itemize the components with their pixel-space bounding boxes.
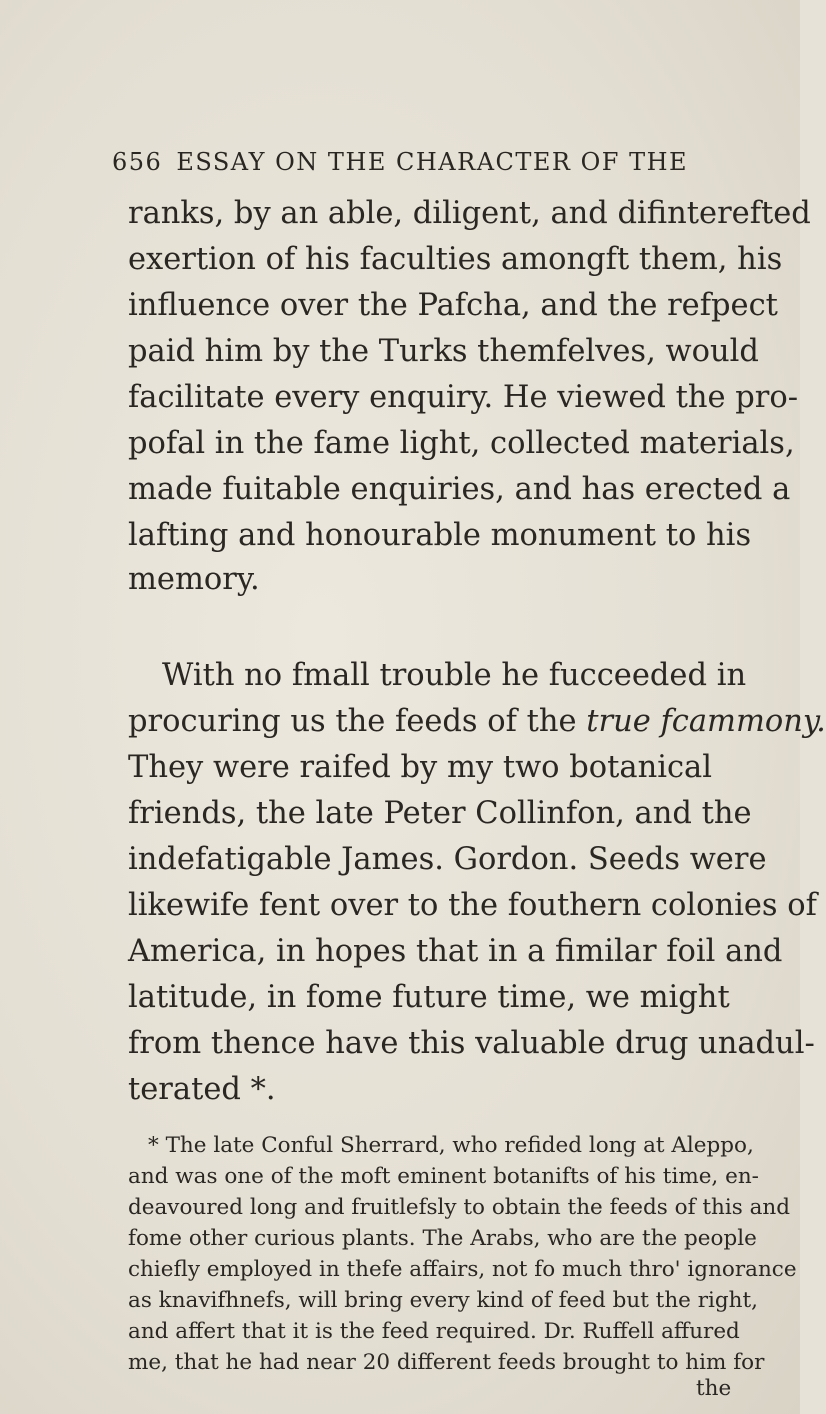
text-line: ranks, by an able, diligent, and difinterefted bbox=[128, 196, 811, 231]
running-head bbox=[112, 148, 712, 176]
text-line: latitude, in fome future time, we might bbox=[128, 980, 730, 1015]
text-line bbox=[128, 701, 826, 743]
running-title: ESSAY ON THE CHARACTER OF THE bbox=[176, 148, 689, 176]
text-line: With no fmall trouble he fucceeded in bbox=[162, 658, 747, 693]
text-line: America, in hopes that in a fimilar foil and bbox=[128, 934, 783, 969]
italic-span: true fcammony. bbox=[586, 704, 826, 739]
text-line: indefatigable James. Gordon. Seeds were bbox=[128, 842, 767, 877]
text-line: exertion of his faculties amongft them, his bbox=[128, 242, 783, 277]
footnote-line: * The late Conful Sherrard, who refided long at Aleppo, bbox=[148, 1133, 754, 1158]
text-line: lafting and honourable monument to his bbox=[128, 518, 752, 553]
text-line: influence over the Pafcha, and the refpect bbox=[128, 288, 778, 323]
catchword: the bbox=[696, 1376, 732, 1401]
text-line: friends, the late Peter Collinfon, and the bbox=[128, 796, 752, 831]
text-line: made fuitable enquiries, and has erected a bbox=[128, 472, 791, 507]
text-line: They were raifed by my two botanical bbox=[128, 750, 712, 785]
footnote-line: me, that he had near 20 different feeds brought to him for bbox=[128, 1350, 765, 1375]
footnote-line: and affert that it is the feed required. Dr. Ruffell affured bbox=[128, 1319, 740, 1344]
page-number: 656 bbox=[112, 148, 163, 176]
text-line: pofal in the fame light, collected materials, bbox=[128, 426, 795, 461]
text-line: paid him by the Turks themfelves, would bbox=[128, 334, 759, 369]
footnote-line: and was one of the moft eminent botanifts of his time, en- bbox=[128, 1164, 759, 1189]
footnote-line: chiefly employed in thefe affairs, not fo much thro' ignorance bbox=[128, 1257, 797, 1282]
footnote-line: as knavifhnefs, will bring every kind of feed but the right, bbox=[128, 1288, 758, 1313]
text-line: terated *. bbox=[128, 1072, 276, 1107]
text-line: from thence have this valuable drug unadul- bbox=[128, 1026, 815, 1061]
text-line: likewife fent over to the fouthern colonies of bbox=[128, 888, 817, 923]
footnote-line: deavoured long and fruitlefsly to obtain the feeds of this and bbox=[128, 1195, 791, 1220]
footnote-line: fome other curious plants. The Arabs, who are the people bbox=[128, 1226, 757, 1251]
text-line: memory. bbox=[128, 562, 260, 597]
text-span: procuring us the feeds of the bbox=[128, 704, 587, 739]
text-line: facilitate every enquiry. He viewed the pro- bbox=[128, 380, 799, 415]
